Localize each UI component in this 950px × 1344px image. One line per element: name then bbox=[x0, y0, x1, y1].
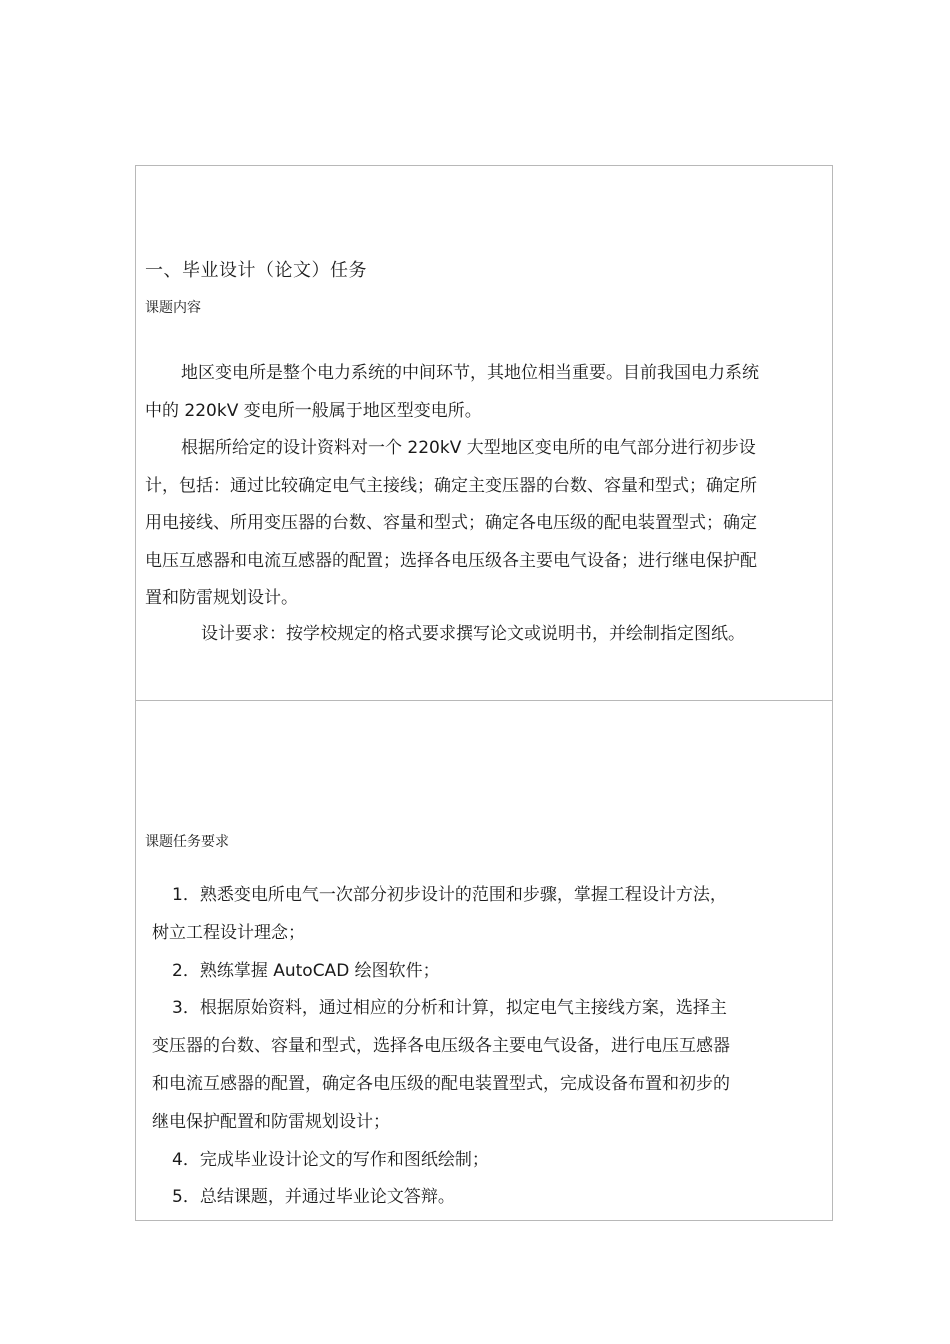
paragraph-line: 计，包括：通过比较确定电气主接线；确定主变压器的台数、容量和型式；确定所 bbox=[145, 475, 757, 496]
task-line: 5．总结课题，并通过毕业论文答辩。 bbox=[172, 1187, 455, 1208]
task-line: 继电保护配置和防雷规划设计； bbox=[152, 1111, 390, 1132]
task-line: 树立工程设计理念； bbox=[152, 922, 305, 943]
task-line: 1．熟悉变电所电气一次部分初步设计的范围和步骤，掌握工程设计方法， bbox=[172, 885, 727, 905]
design-requirement: 设计要求：按学校规定的格式要求撰写论文或说明书，并绘制指定图纸。 bbox=[201, 624, 745, 644]
content-paragraph-2 bbox=[145, 430, 833, 618]
table-row-divider bbox=[135, 700, 833, 701]
task-list bbox=[152, 877, 812, 1217]
task-line: 变压器的台数、容量和型式，选择各电压级各主要电气设备，进行电压互感器 bbox=[152, 1036, 730, 1057]
paragraph-line: 置和防雷规划设计。 bbox=[145, 588, 298, 609]
content-paragraph-1 bbox=[145, 355, 833, 430]
task-line: 和电流互感器的配置，确定各电压级的配电装置型式，完成设备布置和初步的 bbox=[152, 1073, 730, 1094]
content-label: 课题内容 bbox=[145, 300, 201, 316]
paragraph-line: 用电接线、所用变压器的台数、容量和型式；确定各电压级的配电装置型式；确定 bbox=[145, 513, 757, 534]
task-line: 4．完成毕业设计论文的写作和图纸绘制； bbox=[172, 1149, 489, 1170]
paragraph-line: 电压互感器和电流互感器的配置；选择各电压级各主要电气设备；进行继电保护配 bbox=[145, 550, 757, 571]
paragraph-line: 中的 220kV 变电所一般属于地区型变电所。 bbox=[145, 400, 482, 421]
paragraph-line: 根据所给定的设计资料对一个 220kV 大型地区变电所的电气部分进行初步设 bbox=[181, 438, 756, 458]
task-line: 2．熟练掌握 AutoCAD 绘图软件； bbox=[172, 960, 440, 981]
section-title: 一、毕业设计（论文）任务 bbox=[145, 260, 367, 281]
task-line: 3．根据原始资料，通过相应的分析和计算，拟定电气主接线方案，选择主 bbox=[172, 998, 727, 1019]
tasks-label: 课题任务要求 bbox=[145, 834, 229, 850]
paragraph-line: 地区变电所是整个电力系统的中间环节，其地位相当重要。目前我国电力系统 bbox=[181, 363, 759, 383]
